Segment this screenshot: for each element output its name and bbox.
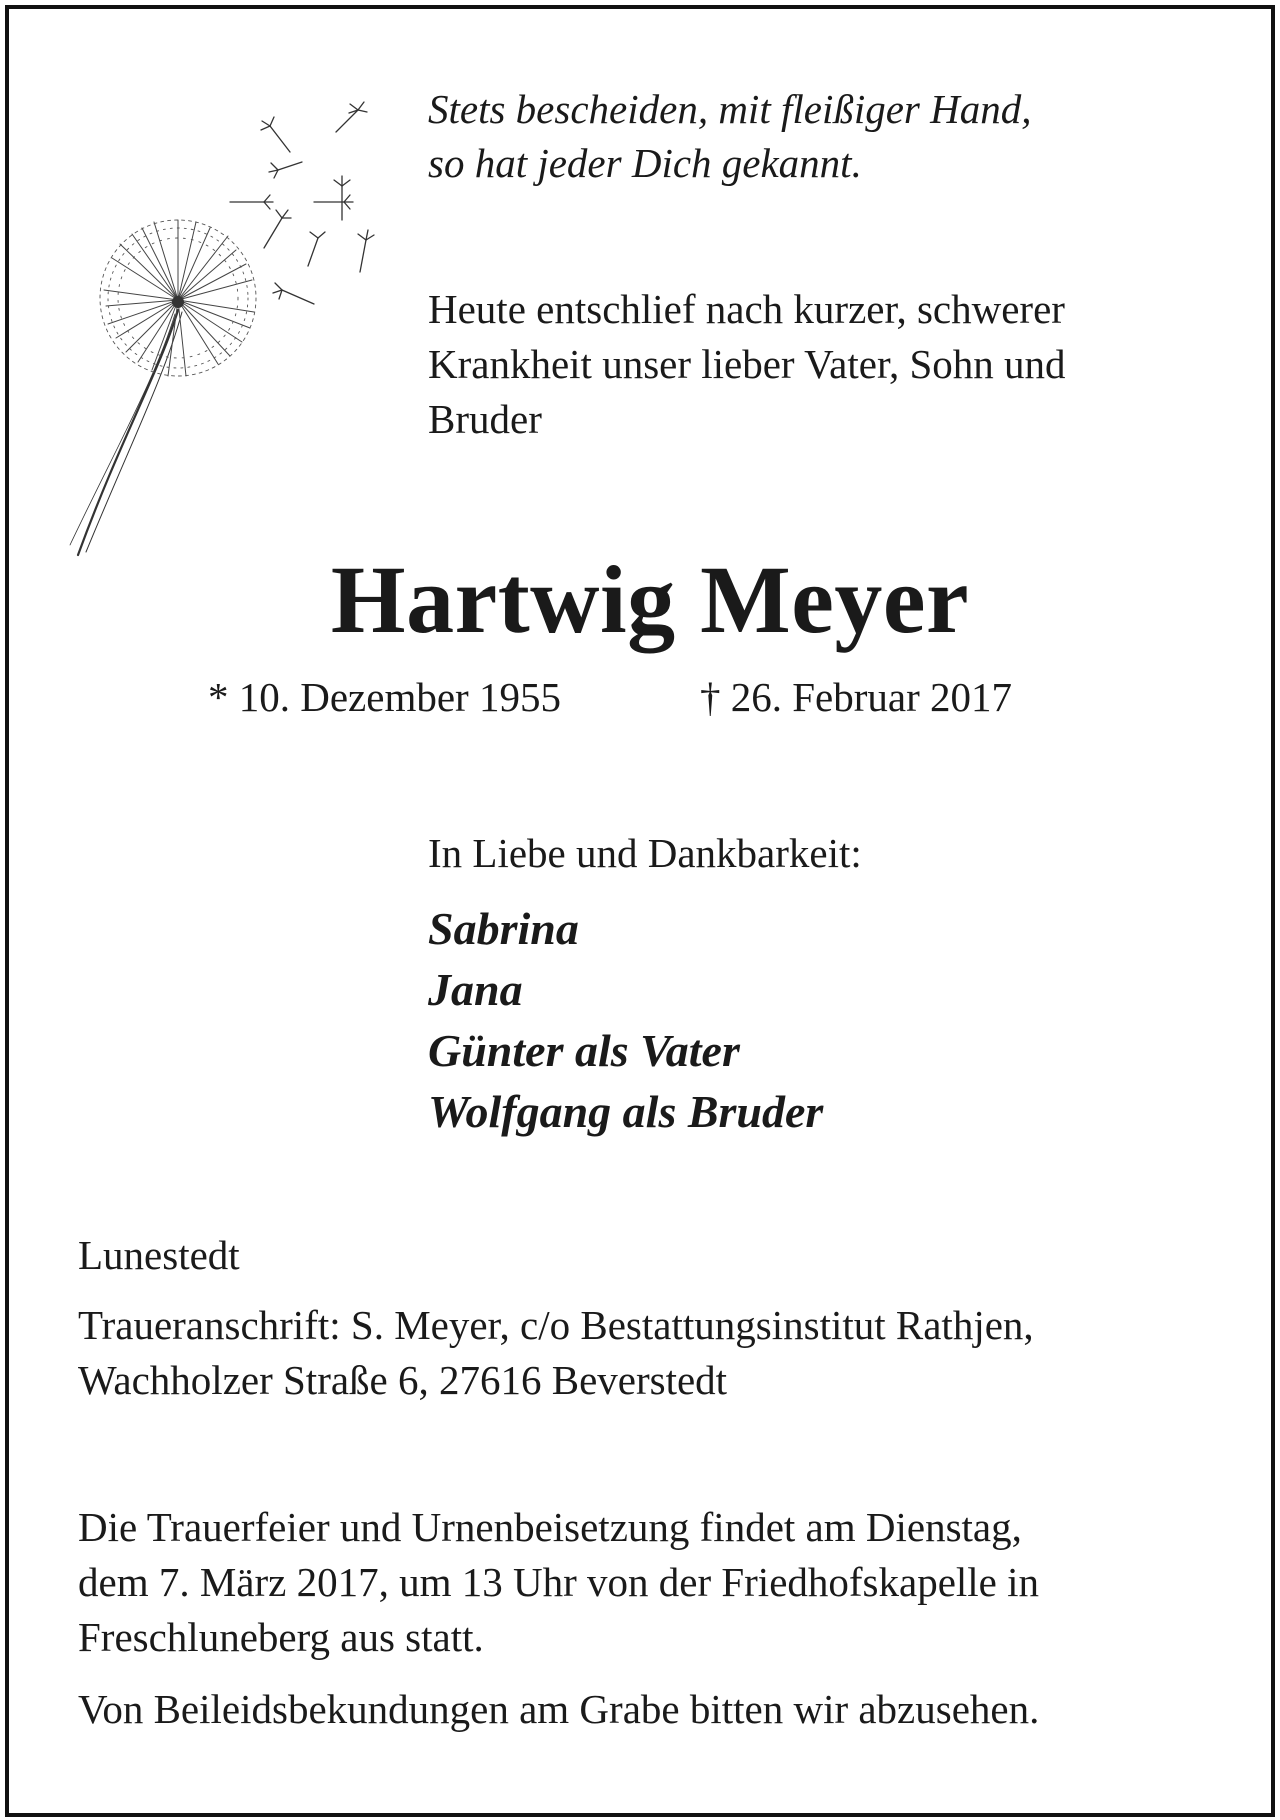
- verse-quote: [428, 82, 1032, 190]
- ceremony-info: [78, 1500, 1039, 1665]
- address-line: Traueranschrift: S. Meyer, c/o Bestattungsinstitut Rathjen,: [78, 1302, 1034, 1348]
- deceased-name: Hartwig Meyer: [330, 546, 970, 653]
- intro-line: Krankheit unser lieber Vater, Sohn und: [428, 341, 1066, 387]
- verse-line: Stets bescheiden, mit fleißiger Hand,: [428, 86, 1032, 132]
- mourning-address: [78, 1298, 1034, 1408]
- ceremony-line: dem 7. März 2017, um 13 Uhr von der Friedhofskapelle in: [78, 1559, 1040, 1605]
- death-date: † 26. Februar 2017: [700, 674, 1013, 720]
- intro-text: [428, 282, 1066, 447]
- place-name: Lunestedt: [78, 1232, 240, 1278]
- signers-list: [428, 898, 823, 1142]
- signer-name: Günter als Vater: [428, 1025, 740, 1076]
- signer-name: Sabrina: [428, 903, 579, 954]
- address-line: Wachholzer Straße 6, 27616 Beverstedt: [78, 1357, 728, 1403]
- intro-line: Bruder: [428, 396, 542, 442]
- thanks-line: In Liebe und Dankbarkeit:: [428, 830, 862, 876]
- condolence-request: Von Beileidsbekundungen am Grabe bitten wir abzusehen.: [78, 1686, 1040, 1732]
- signer-name: Jana: [428, 964, 523, 1015]
- ceremony-line: Freschluneberg aus statt.: [78, 1614, 484, 1660]
- intro-line: Heute entschlief nach kurzer, schwerer: [428, 286, 1065, 332]
- birth-date: * 10. Dezember 1955: [208, 674, 561, 720]
- ceremony-line: Die Trauerfeier und Urnenbeisetzung findet am Dienstag,: [78, 1504, 1022, 1550]
- signer-name: Wolfgang als Bruder: [428, 1086, 824, 1137]
- dandelion-icon: [60, 90, 400, 560]
- verse-line: so hat jeder Dich gekannt.: [428, 140, 862, 186]
